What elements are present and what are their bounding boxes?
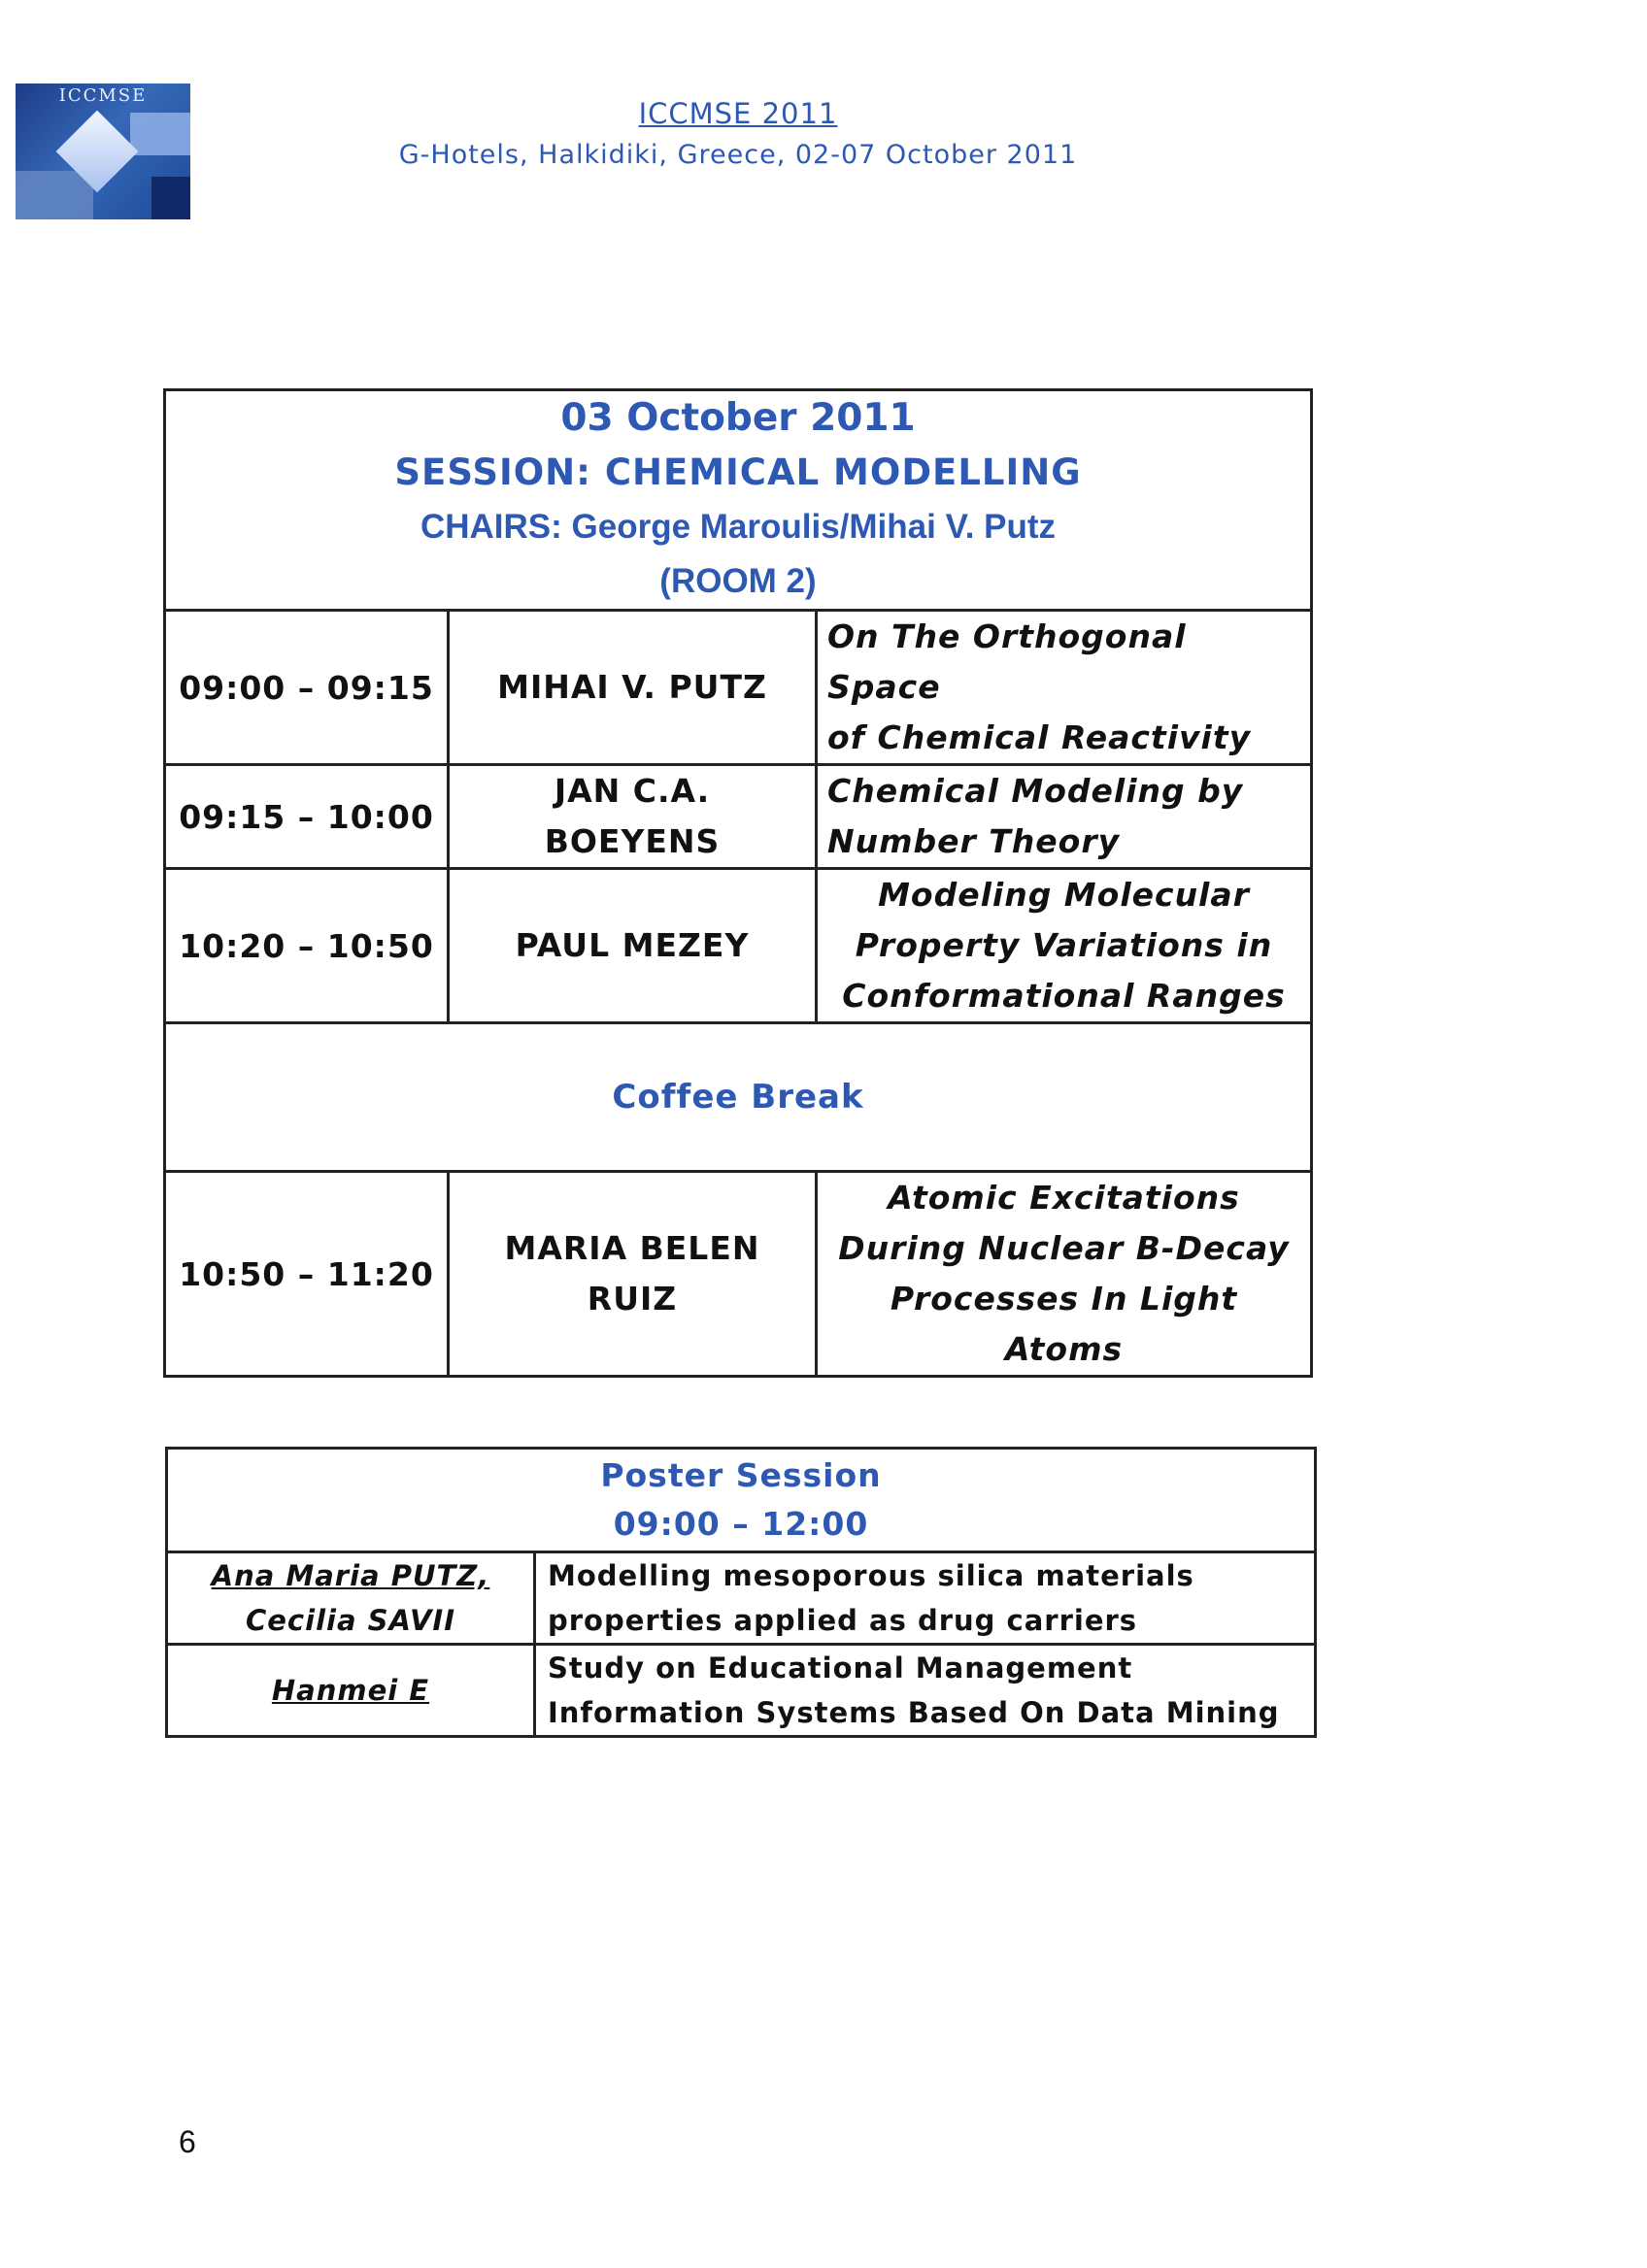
logo-shape <box>130 113 190 155</box>
author-line: Cecilia SAVII <box>245 1604 455 1637</box>
talk-title-line: Property Variations in <box>855 926 1273 964</box>
speaker-line: MARIA BELEN <box>504 1229 760 1267</box>
author-line: Hanmei E <box>271 1674 430 1707</box>
talk-row <box>165 765 1312 869</box>
talk-speaker <box>449 611 817 765</box>
poster-title-line: properties applied as drug carriers <box>548 1604 1138 1637</box>
talk-title-line: Modeling Molecular <box>878 876 1250 914</box>
talk-title <box>817 765 1312 869</box>
session-room: (ROOM 2) <box>659 562 817 600</box>
speaker-line: BOEYENS <box>544 822 721 860</box>
poster-time: 09:00 – 12:00 <box>613 1505 869 1543</box>
talk-title-line: Processes In Light Atoms <box>890 1280 1238 1368</box>
logo-shape <box>16 171 93 219</box>
poster-title-line: Study on Educational Management <box>548 1651 1133 1684</box>
talk-title <box>817 869 1312 1023</box>
talk-row <box>165 611 1312 765</box>
talk-title-line: During Nuclear B-Decay <box>838 1229 1290 1267</box>
talk-speaker <box>449 1172 817 1377</box>
talk-speaker <box>449 869 817 1023</box>
conference-title: ICCMSE 2011 <box>638 97 838 130</box>
speaker-line: RUIZ <box>587 1280 678 1317</box>
talk-row <box>165 869 1312 1023</box>
poster-entry-title <box>535 1645 1316 1737</box>
talk-row <box>165 1172 1312 1377</box>
talk-title <box>817 611 1312 765</box>
poster-authors <box>167 1645 535 1737</box>
poster-session-table <box>165 1447 1317 1738</box>
talk-title-line: Conformational Ranges <box>842 977 1286 1015</box>
talk-title-line: Atomic Excitations <box>888 1179 1240 1217</box>
poster-title-line: Modelling mesoporous silica materials <box>548 1559 1194 1592</box>
coffee-break-label: Coffee Break <box>165 1023 1312 1172</box>
speaker-line: JAN C.A. <box>554 772 711 810</box>
talk-title-line: On The Orthogonal Space <box>827 617 1187 706</box>
poster-entry-title <box>535 1552 1316 1645</box>
session-date: 03 October 2011 <box>560 396 916 440</box>
speaker-line: MIHAI V. PUTZ <box>497 668 767 706</box>
talk-speaker <box>449 765 817 869</box>
poster-header-cell <box>167 1449 1316 1552</box>
talk-title-line: of Chemical Reactivity <box>827 718 1252 756</box>
conference-location: G-Hotels, Halkidiki, Greece, 02-07 October 2011 <box>398 140 1078 170</box>
talk-time: 09:00 – 09:15 <box>165 611 449 765</box>
talk-time: 09:15 – 10:00 <box>165 765 449 869</box>
session-chairs: CHAIRS: George Maroulis/Mihai V. Putz <box>420 508 1057 546</box>
talk-time: 10:20 – 10:50 <box>165 869 449 1023</box>
author-line: Ana Maria PUTZ, <box>211 1559 490 1592</box>
coffee-break-row <box>165 1023 1312 1172</box>
poster-authors <box>167 1552 535 1645</box>
logo-shape <box>151 177 190 219</box>
logo-text: ICCMSE <box>58 85 148 106</box>
poster-title-line: Information Systems Based On Data Mining <box>548 1696 1280 1729</box>
poster-row <box>167 1645 1316 1737</box>
poster-title: Poster Session <box>600 1456 882 1494</box>
poster-row <box>167 1552 1316 1645</box>
page-number: 6 <box>179 2124 196 2159</box>
session-header-cell <box>165 390 1312 611</box>
talk-title <box>817 1172 1312 1377</box>
conference-logo <box>16 83 190 219</box>
session-title: SESSION: CHEMICAL MODELLING <box>394 451 1082 493</box>
poster-header-row <box>167 1449 1316 1552</box>
session-table <box>163 388 1313 1378</box>
speaker-line: PAUL MEZEY <box>515 926 750 964</box>
talk-title-line: Number Theory <box>827 822 1121 860</box>
talk-title-line: Chemical Modeling by <box>827 772 1244 810</box>
talk-time: 10:50 – 11:20 <box>165 1172 449 1377</box>
session-header-row <box>165 390 1312 611</box>
